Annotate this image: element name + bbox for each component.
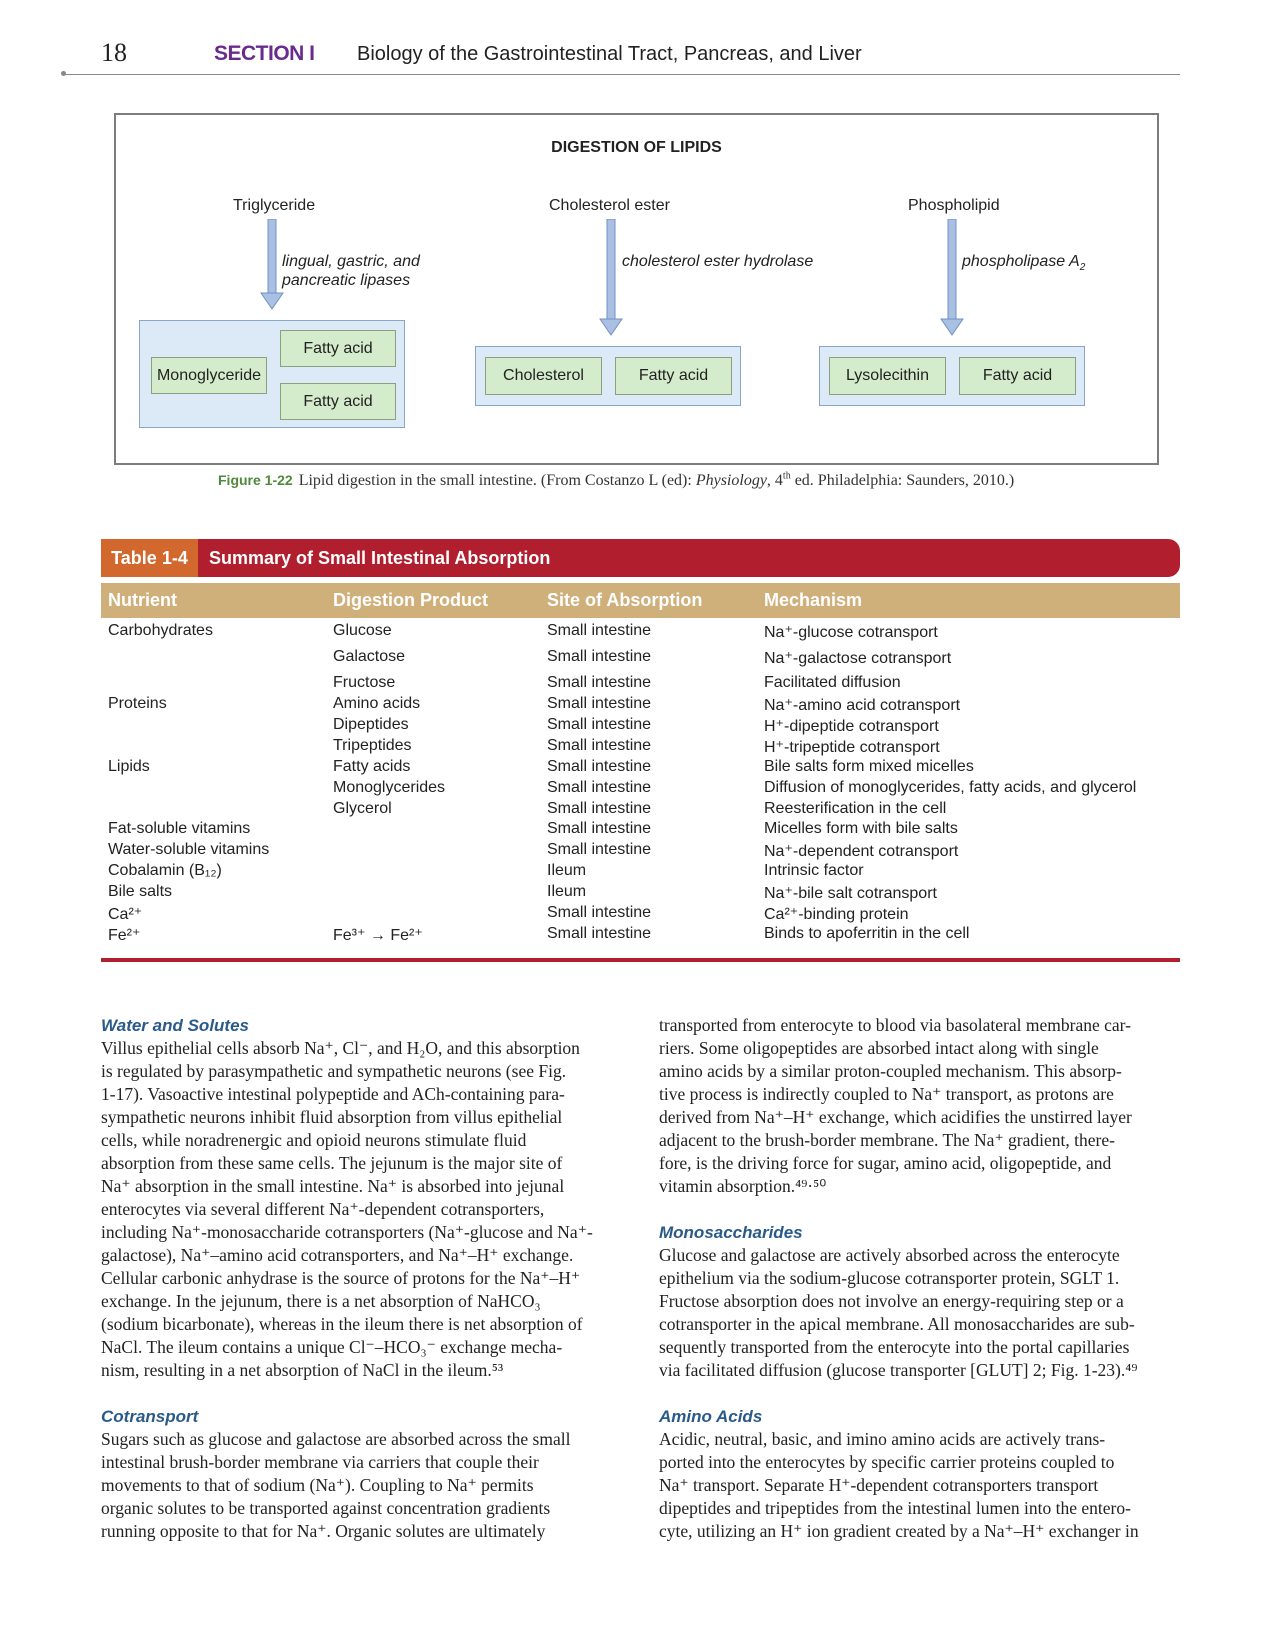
enzyme-lipases-line2: pancreatic lipases [282,272,411,289]
table-cell-mechanism: Facilitated diffusion [764,674,901,691]
table-banner [101,539,1180,577]
column-header-digestion-product: Digestion Product [333,590,489,610]
enzyme-phospholipase-label: phospholipase A [962,253,1080,270]
section-title: Biology of the Gastrointestinal Tract, Pancreas, and Liver [357,43,862,65]
page-header [63,30,1180,75]
table-cell-mechanism: Na⁺-bile salt cotransport [764,885,937,902]
heading-water-and-solutes: Water and Solutes [101,1016,249,1035]
table-cell-nutrient: Water-soluble vitamins [108,841,270,858]
text-line: fore, is the driving force for sugar, amino acid, oligopeptide, and [659,1153,1112,1173]
column-header-site: Site of Absorption [547,590,703,610]
table-cell-site: Small intestine [547,648,652,665]
table-cell-mechanism: Micelles form with bile salts [764,820,958,837]
figure-lipid-digestion [114,113,1159,465]
text-line: intestinal brush-border membrane via carriers that couple their [101,1452,539,1472]
product-fatty-acid: Fatty acid [280,330,396,367]
text-line: vitamin absorption.⁴⁹·⁵⁰ [659,1176,827,1196]
substrate-phospholipid: Phospholipid [908,197,1000,214]
table-cell-product: Monoglycerides [333,779,446,796]
column-header-nutrient: Nutrient [108,590,177,610]
text-line: via facilitated diffusion (glucose transporter [GLUT] 2; Fig. 1-23).⁴⁹ [659,1360,1138,1380]
table-cell-product: Dipeptides [333,716,409,733]
text-line: is regulated by parasympathetic and sympathetic neurons (see Fig. [101,1061,567,1081]
table-cell-site: Small intestine [547,674,652,691]
text-line: 1-17). Vasoactive intestinal polypeptide and ACh-containing para- [101,1084,565,1104]
text-line: tive process is indirectly coupled to Na⁺ transport, as protons are [659,1084,1114,1104]
text-line: cells, while noradrenergic and opioid neurons stimulate fluid [101,1130,527,1150]
page-number: 18 [101,38,127,67]
table-cell-site: Small intestine [547,800,652,817]
text-line: transported from enterocyte to blood via basolateral membrane car- [659,1015,1131,1035]
product-fatty-acid: Fatty acid [615,357,732,395]
text-line: movements to that of sodium (Na⁺). Coupling to Na⁺ permits [101,1475,534,1495]
product-fatty-acid: Fatty acid [280,383,396,420]
text-line: dipeptides and tripeptides from the intestinal lumen into the entero- [659,1498,1131,1518]
paragraph-cotransport [101,1428,620,1543]
figure-title: DIGESTION OF LIPIDS [551,139,722,156]
table-cell-site: Ileum [547,883,587,900]
header-rule-dot [61,71,66,76]
text-line: running opposite to that for Na⁺. Organic solutes are ultimately [101,1521,546,1541]
heading-amino-acids: Amino Acids [659,1407,763,1426]
table-cell-nutrient: Fat-soluble vitamins [108,820,251,837]
product-fatty-acid: Fatty acid [959,357,1076,395]
paragraph-water-and-solutes [101,1037,620,1382]
table-cell-mechanism: Na⁺-glucose cotransport [764,624,938,641]
table-cell-nutrient: Bile salts [108,883,173,900]
table-cell-site: Small intestine [547,737,652,754]
table-cell-product: Glucose [333,622,392,639]
table-cell-product: Amino acids [333,695,421,712]
text-line: sympathetic neurons inhibit fluid absorption from villus epithelial [101,1107,563,1127]
heading-monosaccharides: Monosaccharides [659,1223,803,1242]
text-line: adjacent to the brush-border membrane. The Na⁺ gradient, there- [659,1130,1115,1150]
table-cell-mechanism: H⁺-tripeptide cotransport [764,739,940,756]
enzyme-cholesterol-ester-hydrolase: cholesterol ester hydrolase [622,253,814,270]
table-cell-nutrient: Cobalamin (B₁₂) [108,862,222,879]
table-number: Table 1-4 [101,539,198,577]
products-group-cholesterol-ester [475,346,741,406]
table-cell-mechanism: Intrinsic factor [764,862,864,879]
substrate-cholesterol-ester: Cholesterol ester [549,197,670,214]
table-cell-site: Ileum [547,862,587,879]
right-column [659,1014,1178,1543]
text-line: (sodium bicarbonate), whereas in the ileum there is net absorption of [101,1314,583,1334]
table-cell-site: Small intestine [547,779,652,796]
text-line: NaCl. The ileum contains a unique Cl⁻–HCO₃⁻ exchange mecha- [101,1337,563,1357]
table-cell-product: Fe³⁺ → Fe²⁺ [333,927,423,944]
table-title: Summary of Small Intestinal Absorption [209,548,551,568]
figure-caption-text: Lipid digestion in the small intestine. (From Costanzo L (ed): [298,472,696,489]
product-monoglyceride: Monoglyceride [151,357,267,394]
figure-caption-label: Figure 1-22 [218,472,293,488]
table-cell-nutrient: Ca²⁺ [108,906,143,923]
column-header-mechanism: Mechanism [764,590,863,610]
text-line: Acidic, neutral, basic, and imino amino acids are actively trans- [659,1429,1106,1449]
table-header-row [101,583,1180,618]
text-line: Glucose and galactose are actively absorbed across the enterocyte [659,1245,1120,1265]
text-line: ported into the enterocytes by specific carrier proteins coupled to [659,1452,1115,1472]
paragraph-amino-acids [659,1428,1178,1543]
table-cell-product: Galactose [333,648,406,665]
table-cell-nutrient: Proteins [108,695,167,712]
text-line: riers. Some oligopeptides are absorbed intact along with single [659,1038,1099,1058]
table-cell-mechanism: Binds to apoferritin in the cell [764,925,970,942]
paragraph-monosaccharides [659,1244,1178,1382]
product-lysolecithin: Lysolecithin [829,357,946,395]
table-cell-site: Small intestine [547,622,652,639]
table-cell-site: Small intestine [547,904,652,921]
table-cell-mechanism: Na⁺-amino acid cotransport [764,697,961,714]
figure-caption-publisher: ed. Philadelphia: Saunders, 2010.) [790,472,1015,489]
arrow-phospholipid [940,219,964,337]
text-line: Villus epithelial cells absorb Na⁺, Cl⁻, and H₂O, and this absorption [101,1038,580,1058]
enzyme-lipases-line1: lingual, gastric, and [282,253,420,270]
table-cell-product: Fructose [333,674,396,691]
figure-caption-ordinal: th [782,470,791,482]
table-cell-mechanism: Ca²⁺-binding protein [764,906,909,923]
product-cholesterol: Cholesterol [485,357,602,395]
text-line: nism, resulting in a net absorption of NaCl in the ileum.⁵³ [101,1360,504,1380]
arrow-cholesterol-ester [599,219,623,337]
text-line: cyte, utilizing an H⁺ ion gradient created by a Na⁺–H⁺ exchanger in [659,1521,1139,1541]
text-line: organic solutes to be transported against concentration gradients [101,1498,551,1518]
figure-caption [218,472,1014,490]
text-line: cotransporter in the apical membrane. All monosaccharides are sub- [659,1314,1135,1334]
table-cell-site: Small intestine [547,695,652,712]
figure-caption-edition: , 4 [766,472,783,489]
text-line: Sugars such as glucose and galactose are absorbed across the small [101,1429,571,1449]
table-cell-mechanism: Bile salts form mixed micelles [764,758,974,775]
table-cell-nutrient: Carbohydrates [108,622,213,639]
text-line: including Na⁺-monosaccharide cotransporters (Na⁺-glucose and Na⁺- [101,1222,593,1242]
enzyme-phospholipase-subscript: 2 [1079,262,1086,274]
text-line: Na⁺ absorption in the small intestine. Na⁺ is absorbed into jejunal [101,1176,565,1196]
text-line: exchange. In the jejunum, there is a net absorption of NaHCO₃ [101,1291,541,1311]
table-cell-site: Small intestine [547,841,652,858]
table-cell-product: Fatty acids [333,758,411,775]
table-cell-site: Small intestine [547,716,652,733]
table-cell-product: Tripeptides [333,737,412,754]
table-cell-site: Small intestine [547,820,652,837]
table-bottom-rule [101,958,1180,962]
table-body [101,622,1180,952]
table-cell-mechanism: Diffusion of monoglycerides, fatty acids, and glycerol [764,779,1137,796]
left-column [101,1014,620,1543]
enzyme-lipases [282,252,420,290]
text-line: galactose), Na⁺–amino acid cotransporters, and Na⁺–H⁺ exchange. [101,1245,574,1265]
table-cell-mechanism: Na⁺-dependent cotransport [764,843,959,860]
paragraph-continued [659,1014,1178,1198]
text-line: enterocytes via several different Na⁺-dependent cotransporters, [101,1199,545,1219]
table-cell-nutrient: Lipids [108,758,150,775]
enzyme-phospholipase [962,252,1086,274]
products-group-phospholipid [819,346,1085,406]
text-line: Na⁺ transport. Separate H⁺-dependent cotransporters transport [659,1475,1099,1495]
table-cell-nutrient: Fe²⁺ [108,927,141,944]
text-line: amino acids by a similar proton-coupled mechanism. This absorp- [659,1061,1122,1081]
section-label: SECTION I [214,42,315,65]
products-group-triglyceride [139,320,405,428]
text-line: sequently transported from the enterocyte into the portal capillaries [659,1337,1130,1357]
substrate-triglyceride: Triglyceride [233,197,316,214]
table-cell-site: Small intestine [547,925,652,942]
text-line: Fructose absorption does not involve an energy-requiring step or a [659,1291,1124,1311]
table-cell-mechanism: Reesterification in the cell [764,800,947,817]
table-cell-mechanism: Na⁺-galactose cotransport [764,650,952,667]
heading-cotransport: Cotransport [101,1407,199,1426]
text-line: absorption from these same cells. The jejunum is the major site of [101,1153,563,1173]
table-cell-mechanism: H⁺-dipeptide cotransport [764,718,939,735]
arrow-triglyceride [260,219,284,311]
text-line: epithelium via the sodium-glucose cotransporter protein, SGLT 1. [659,1268,1120,1288]
table-cell-site: Small intestine [547,758,652,775]
figure-caption-book-title: Physiology [695,472,767,489]
text-line: derived from Na⁺–H⁺ exchange, which acidifies the unstirred layer [659,1107,1132,1127]
table-cell-product: Glycerol [333,800,392,817]
text-line: Cellular carbonic anhydrase is the source of protons for the Na⁺–H⁺ [101,1268,581,1288]
